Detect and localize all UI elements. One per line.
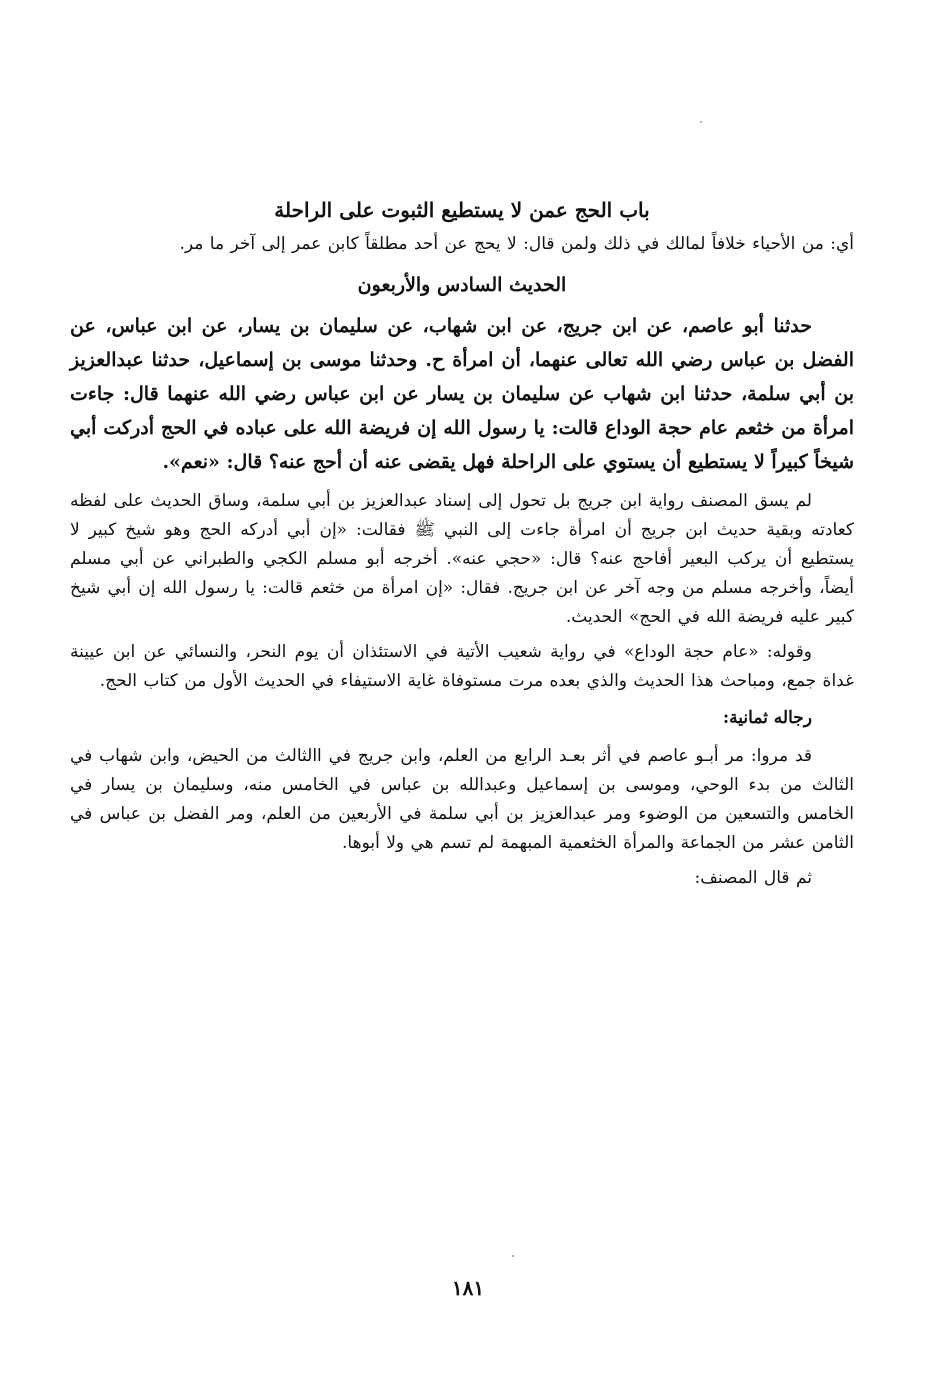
narrators-paragraph: قد مروا: مر أبـو عاصم في أثر بعـد الرابع من العلم، وابن جريج في االثالث من الحيض، وابن شهاب في الثالث من بدء الوحي، وموسى بن إسماعيل وعبدالله بن عباس في الخامس منه، وسليمان بن يسار في الخامس والتسعين من الوضوء ومر عبدالعزيز بن أبي سلمة في الأربعين من العلم، ومر الفضل بن عباس في الثامن عشر من الجماعة والمرأة الخثعمية المبهمة لم تسم هي ولا أبوها. [70,746,854,853]
intro-paragraph: أي: من الأحياء خلافاً لمالك في ذلك ولمن قال: لا يحج عن أحد مطلقاً كابن عمر إلى آخر ما مر. [179,234,854,254]
chapter-title: باب الحج عمن لا يستطيع الثبوت على الراحلة [274,198,650,222]
page-number: ١٨١ [451,1276,485,1300]
narrators-heading: رجاله ثمانية: [722,708,812,728]
page-content [70,190,854,893]
hadith-text: حدثنا أبو عاصم، عن ابن جريج، عن ابن شهاب، عن سليمان بن يسار، عن ابن عباس، عن الفضل بن عباس رضي الله تعالى عنهما، أن امرأة ح. وحدثنا موسى بن إسماعيل، حدثنا عبدالعزيز بن أبي سلمة، حدثنا ابن شهاب عن سليمان بن يسار عن ابن عباس رضي الله عنهما قال: جاءت امرأة من خثعم عام حجة الوداع قالت: يا رسول الله إن فريضة الله على عباده في الحج أدركت أبي شيخاً كبيراً لا يستطيع أن يستوي على الراحلة فهل يقضى عنه أن أحج عنه؟ قال: «نعم». [70,315,854,473]
commentary-paragraph-2: وقوله: «عام حجة الوداع» في رواية شعيب الأتية في الاستئذان أن يوم النحر، والنسائي عن ابن عيينة غداة جمع، ومباحث هذا الحديث والذي بعده مرت مستوفاة غاية الاستيفاء في الحديث الأول من كتاب الحج. [70,642,854,691]
closing-line: ثم قال المصنف: [694,868,812,888]
paper-speck [512,1255,514,1257]
paper-speck [700,121,702,123]
commentary-paragraph-1: لم يسق المصنف رواية ابن جريج بل تحول إلى إسناد عبدالعزيز بن أبي سلمة، وساق الحديث على لفظه كعادته وبقية حديث ابن جريج أن امرأة جاءت إلى النبي ﷺ فقالت: «إن أبي أدركه الحج وهو شيخ كبير لا يستطيع أن يركب البعير أفاحج عنه؟ قال: «حجي عنه». أخرجه أبو مسلم الكجي والطبراني عن أبي مسلم أيضاً، وأخرجه مسلم من وجه آخر عن ابن جريج. فقال: «إن امرأة من خثعم قالت: يا رسول الله إن أبي شيخ كبير عليه فريضة الله في الحج» الحديث. [70,491,854,627]
hadith-title: الحديث السادس والأربعون [357,274,567,296]
